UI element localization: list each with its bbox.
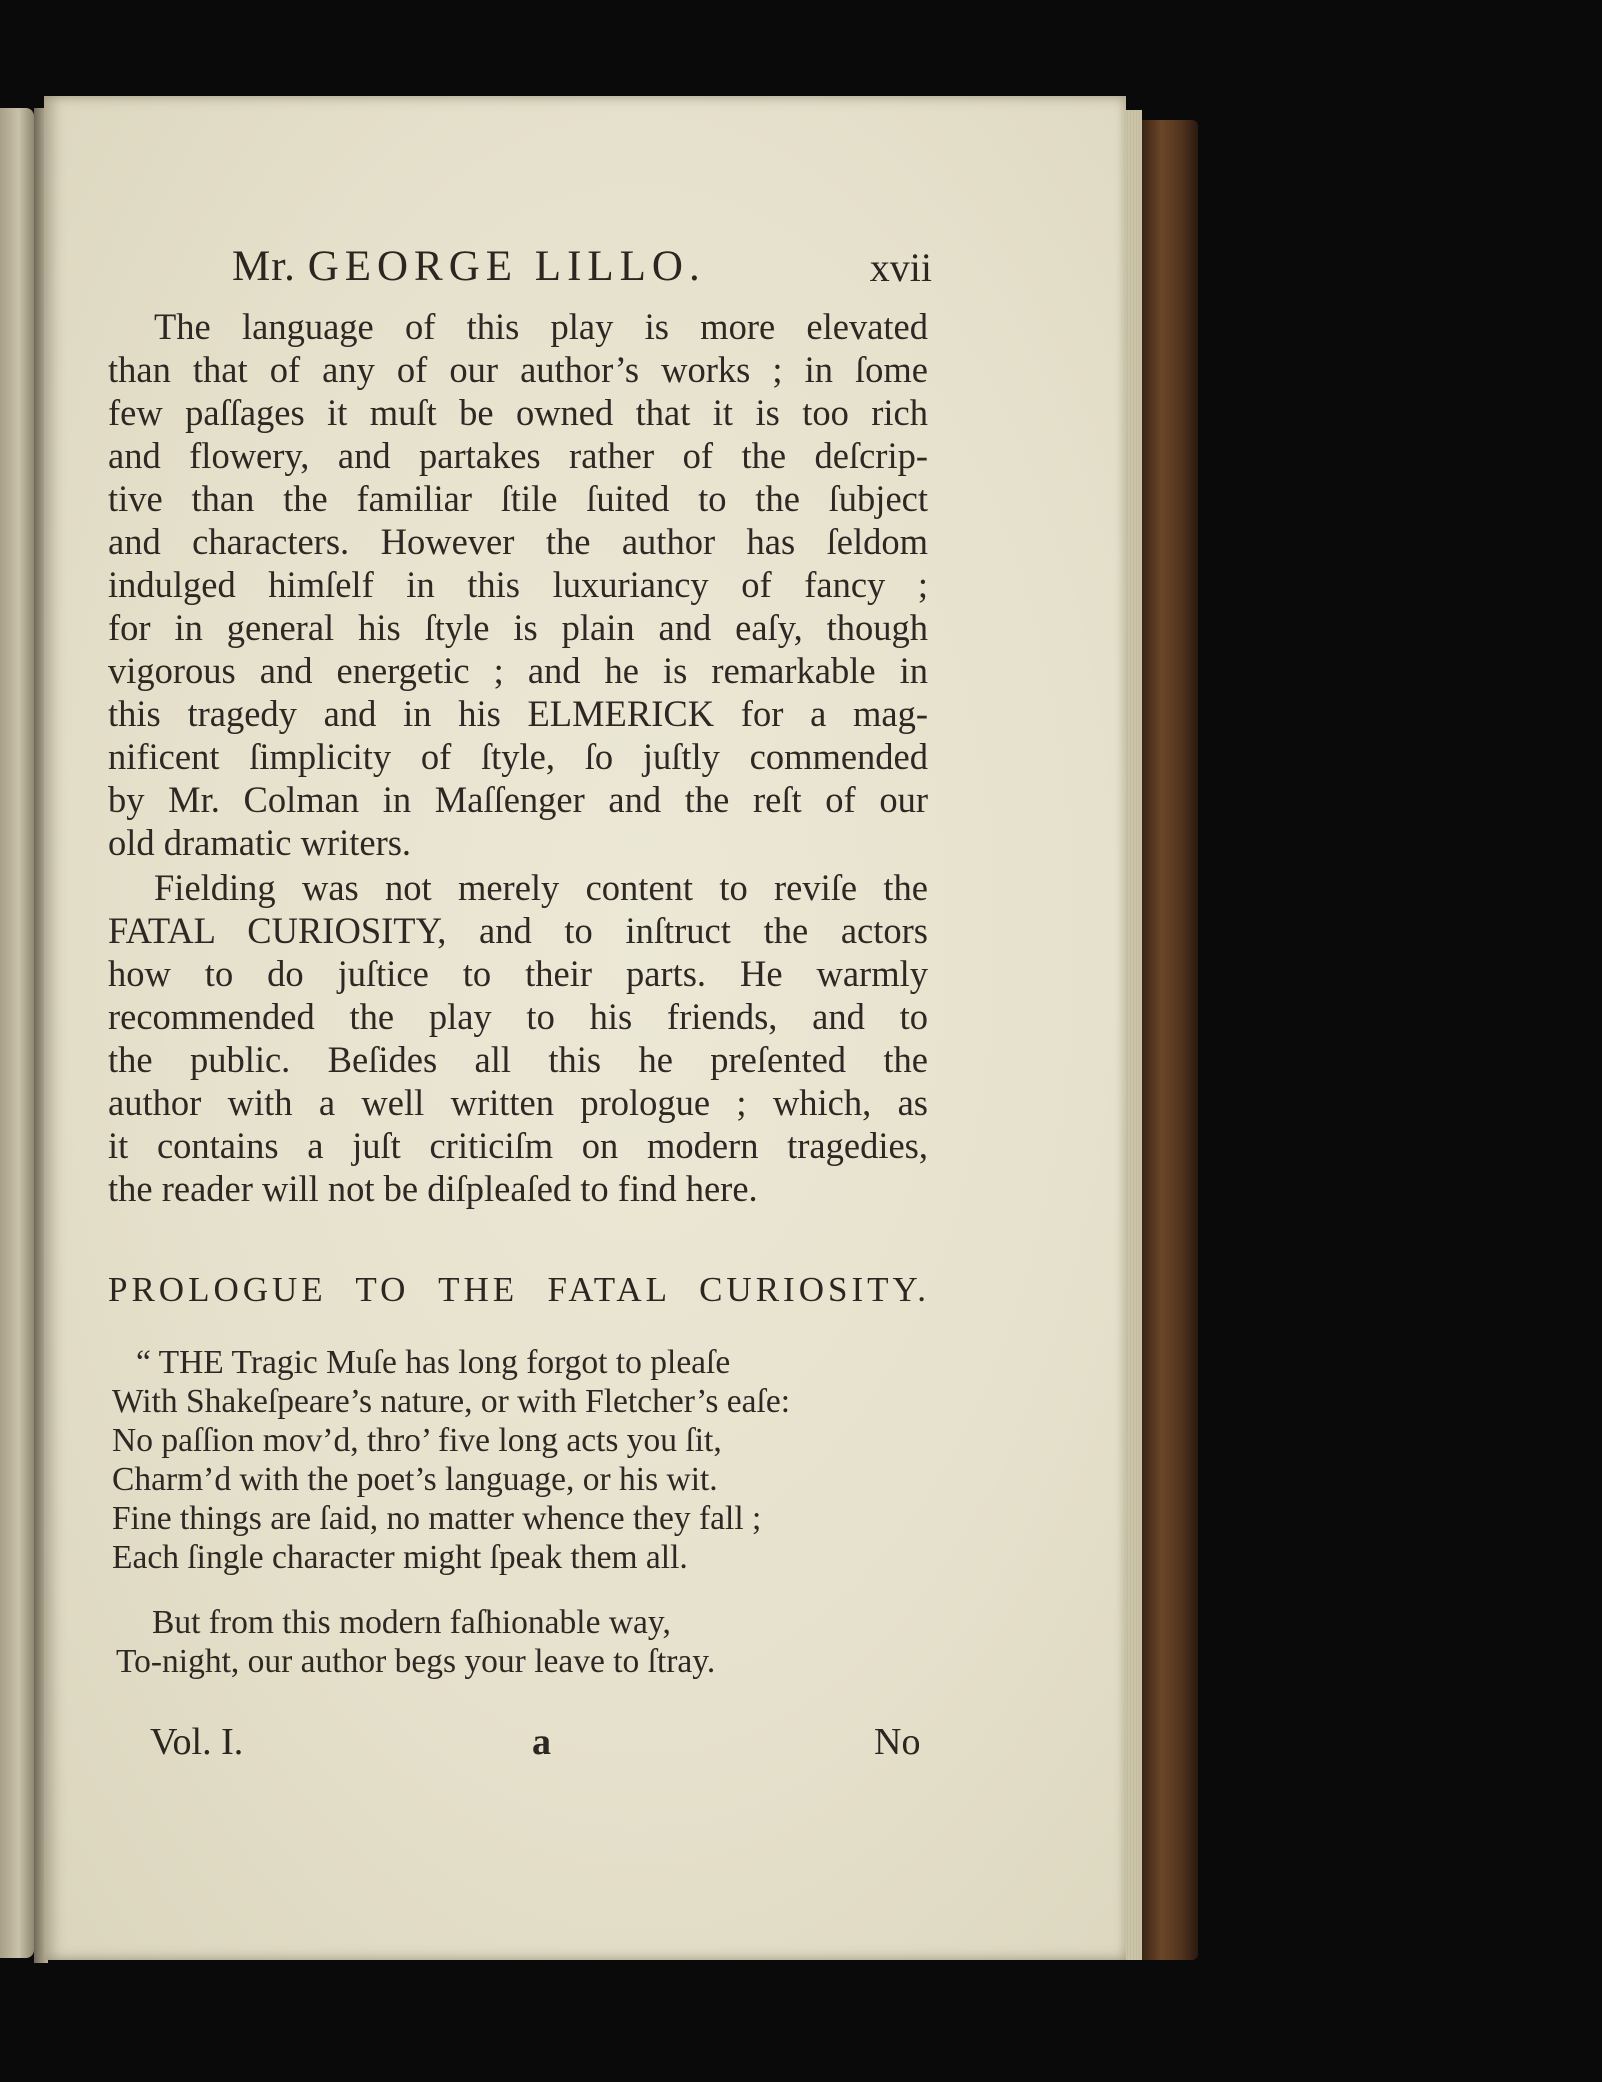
signature-mark: a xyxy=(532,1721,551,1763)
text-line: nificent ſimplicity of ſtyle, ſo juſtly commended xyxy=(108,736,928,777)
text-line: it contains a juſt criticiſm on modern tragedies, xyxy=(108,1125,928,1166)
page-header xyxy=(232,242,932,294)
verse-line: No paſſion mov’d, thro’ five long acts you ſit, xyxy=(112,1422,722,1459)
running-head xyxy=(232,242,706,291)
verse-line: “ THE Tragic Muſe has long forgot to pleaſe xyxy=(136,1344,731,1381)
prologue-verse-1 xyxy=(112,1343,932,1577)
text-line: by Mr. Colman in Maſſenger and the reſt of our xyxy=(108,779,928,820)
text-line: than that of any of our author’s works ; in ſome xyxy=(108,349,928,390)
text-line: and characters. However the author has ſeldom xyxy=(108,521,928,562)
text-line: and flowery, and partakes rather of the deſcrip- xyxy=(108,435,928,476)
text-line: Fielding was not merely content to reviſe the xyxy=(154,867,928,908)
page-fore-edge xyxy=(1126,110,1142,1960)
text-line: the reader will not be diſpleaſed to find here. xyxy=(108,1168,758,1209)
verse-line: Each ſingle character might ſpeak them all. xyxy=(112,1539,688,1576)
volume-label: Vol. I. xyxy=(150,1721,244,1763)
text-line: for in general his ſtyle is plain and eaſy, though xyxy=(108,607,928,648)
page-number: xvii xyxy=(869,245,932,290)
catchword: No xyxy=(874,1721,921,1763)
paragraph-1 xyxy=(108,305,928,864)
verse-line: But from this modern faſhionable way, xyxy=(152,1604,671,1641)
previous-page-edge xyxy=(0,108,34,1958)
verse-line: Charm’d with the poet’s language, or his wit. xyxy=(112,1461,718,1498)
text-line: how to do juſtice to their parts. He warmly xyxy=(108,953,928,994)
running-head-name: GEORGE LILLO. xyxy=(307,243,706,290)
running-head-prefix: Mr. xyxy=(232,243,308,290)
text-line: recommended the play to his friends, and to xyxy=(108,996,928,1037)
text-line: indulged himſelf in this luxuriancy of fancy ; xyxy=(108,564,928,605)
text-line: the public. Beſides all this he preſented the xyxy=(108,1039,928,1080)
paragraph-2 xyxy=(108,866,928,1210)
text-line: this tragedy and in his ELMERICK for a mag- xyxy=(108,693,928,734)
text-line: old dramatic writers. xyxy=(108,822,412,863)
text-line: The language of this play is more elevated xyxy=(154,306,928,347)
prologue-verse-2 xyxy=(116,1603,936,1681)
verse-line: With Shakeſpeare’s nature, or with Fletcher’s eaſe: xyxy=(112,1383,791,1420)
prologue-heading: PROLOGUE TO THE FATAL CURIOSITY. xyxy=(108,1270,930,1309)
text-line: vigorous and energetic ; and he is remarkable in xyxy=(108,650,928,691)
verse-line: Fine things are ſaid, no matter whence they fall ; xyxy=(112,1500,762,1537)
book-binding xyxy=(1142,120,1198,1960)
text-line: FATAL CURIOSITY, and to inſtruct the actors xyxy=(108,910,928,951)
text-line: few paſſages it muſt be owned that it is too rich xyxy=(108,392,928,433)
verse-line: To-night, our author begs your leave to ſtray. xyxy=(116,1643,716,1680)
text-line: tive than the familiar ſtile ſuited to the ſubject xyxy=(108,478,928,519)
text-line: author with a well written prologue ; which, as xyxy=(108,1082,928,1123)
